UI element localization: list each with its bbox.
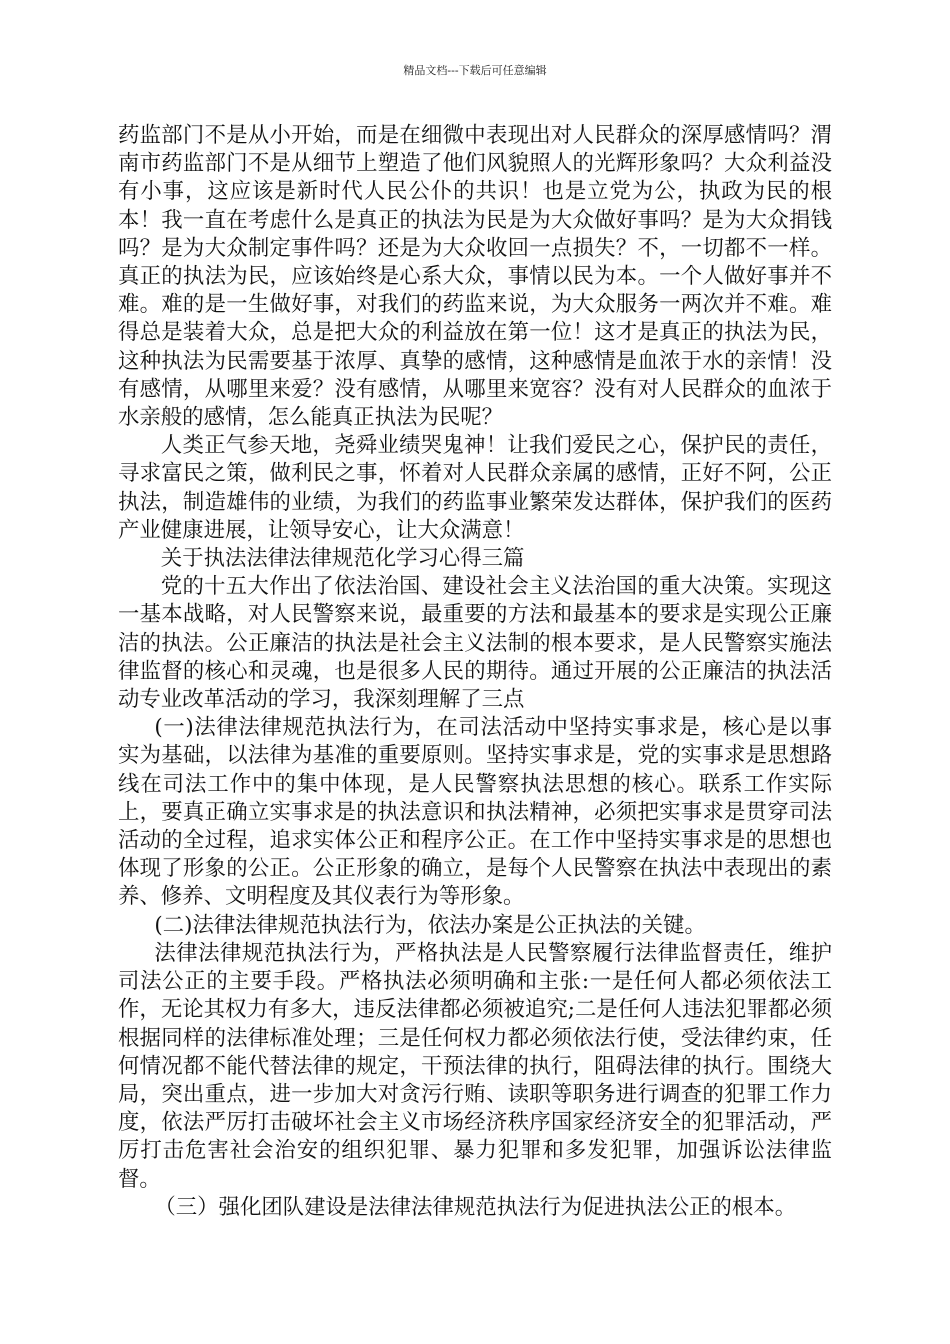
paragraph-4: (一)法律法律规范执法行为，在司法活动中坚持实事求是，核心是以事实为基础，以法律为基准的重要原则。坚持实事求是，党的实事求是思想路线在司法工作中的集中体现，是人民警察执法思想的核心。联系工作实际上，要真正确立实事求是的执法意识和执法精神，必须把实事求是贯穿司法活动的全过程，追求实体公正和程序公正。在工作中坚持实事求是的思想也体现了形象的公正。公正形象的确立，是每个人民警察在执法中表现出的素养、修养、文明程度及其仪表行为等形象。 xyxy=(118,715,832,910)
paragraph-1: 药监部门不是从小开始，而是在细微中表现出对人民群众的深厚感情吗？渭南市药监部门不是从细节上塑造了他们风貌照人的光辉形象吗？大众利益没有小事，这应该是新时代人民公仆的共识！也是立党为公，执政为民的根本！我一直在考虑什么是真正的执法为民是为大众做好事吗？是为大众捐钱吗？是为大众制定事件吗？还是为大众收回一点损失？不，一切都不一样。真正的执法为民，应该始终是心系大众，事情以民为本。一个人做好事并不难。难的是一生做好事，对我们的药监来说，为大众服务一两次并不难。难得总是装着大众，总是把大众的利益放在第一位！这才是真正的执法为民，这种执法为民需要基于浓厚、真挚的感情，这种感情是血浓于水的亲情！没有感情，从哪里来爱？没有感情，从哪里来宽容？没有对人民群众的血浓于水亲般的感情，怎么能真正执法为民呢？ xyxy=(118,123,832,431)
paragraph-6: 法律法律规范执法行为，严格执法是人民警察履行法律监督责任，维护司法公正的主要手段。严格执法必须明确和主张:一是任何人都必须依法工作，无论其权力有多大，违反法律都必须被追究;二是任何人违法犯罪都必须根据同样的法律标准处理；三是任何权力都必须依法行使，受法律约束，任何情况都不能代替法律的规定，干预法律的执行，阻碍法律的执行。围绕大局，突出重点，进一步加大对贪污行贿、读职等职务进行调查的犯罪工作力度，依法严厉打击破坏社会主义市场经济秩序国家经济安全的犯罪活动，严厉打击危害社会治安的组织犯罪、暴力犯罪和多发犯罪，加强诉讼法律监督。 xyxy=(118,940,832,1192)
page-header: 精品文档---下载后可任意编辑 xyxy=(403,64,547,77)
paragraph-2: 人类正气参天地，尧舜业绩哭鬼神！让我们爱民之心，保护民的责任，寻求富民之策，做利民之事，怀着对人民群众亲属的感情，正好不阿，公正执法，制造雄伟的业绩，为我们的药监事业繁荣发达群体，保护我们的医药产业健康进展，让领导安心，让大众满意！ xyxy=(118,433,832,543)
document-body xyxy=(118,122,832,1222)
paragraph-3: 党的十五大作出了依法治国、建设社会主义法治国的重大决策。实现这一基本战略，对人民警察来说，最重要的方法和最基本的要求是实现公正廉洁的执法。公正廉洁的执法是社会主义法制的根本要求，是人民警察实施法律监督的核心和灵魂，也是很多人民的期待。通过开展的公正廉洁的执法活动专业改革活动的学习，我深刻理解了三点 xyxy=(118,574,832,713)
paragraph-5: (二)法律法律规范执法行为，依法办案是公正执法的关键。 xyxy=(154,912,706,938)
section-title: 关于执法法律法律规范化学习心得三篇 xyxy=(160,546,525,572)
paragraph-7: （三）强化团队建设是法律法律规范执法行为促进执法公正的根本。 xyxy=(154,1194,797,1220)
